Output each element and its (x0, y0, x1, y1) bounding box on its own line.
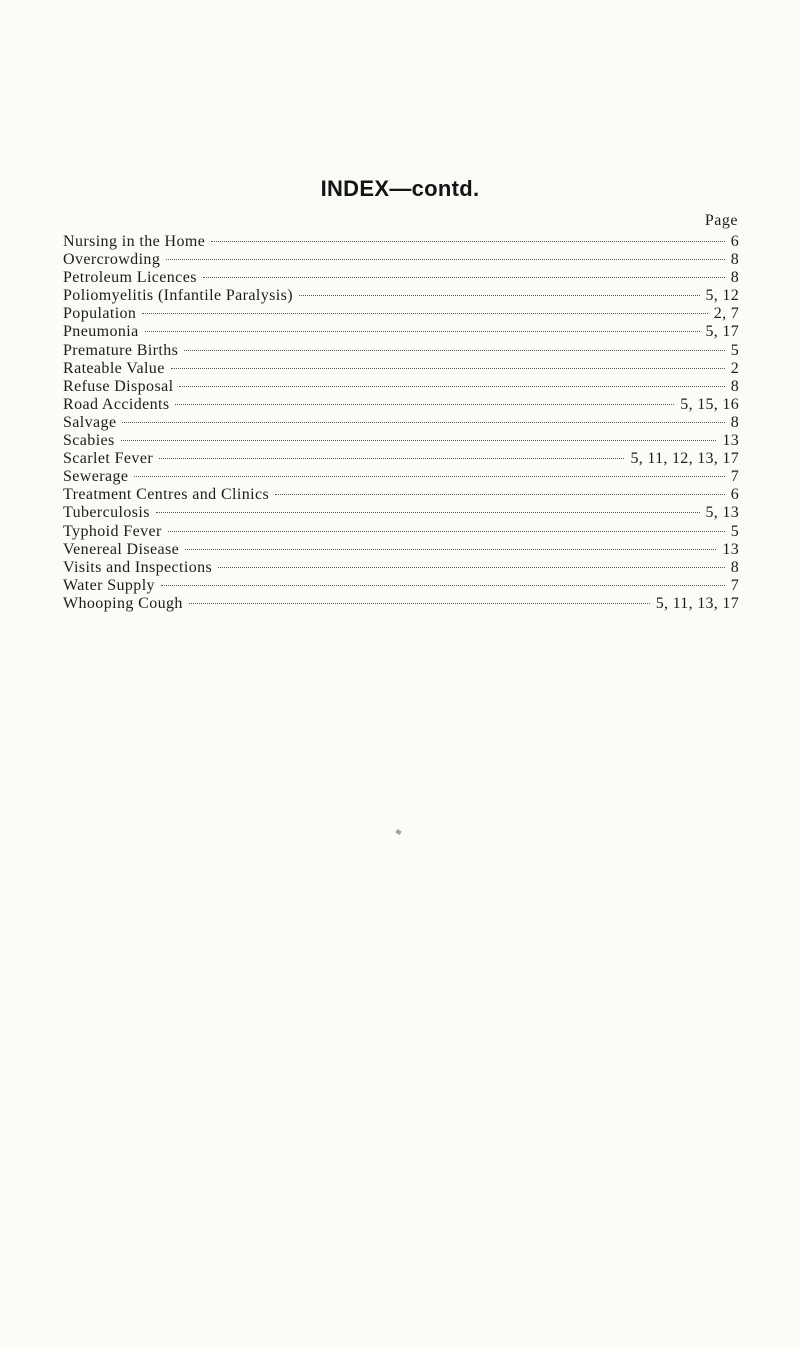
index-term: Scabies (63, 432, 115, 450)
page-numbers: 2, 7 (713, 305, 739, 323)
index-term: Typhoid Fever (63, 522, 162, 540)
dot-leader (175, 404, 674, 405)
index-entry (63, 342, 739, 360)
page-numbers: 13 (722, 432, 739, 450)
index-term: Visits and Inspections (63, 558, 213, 576)
page-numbers: 8 (730, 251, 739, 269)
index-entry (63, 233, 739, 251)
page-numbers: 8 (730, 377, 739, 395)
dot-leader (211, 241, 724, 242)
page-numbers: 8 (730, 413, 739, 431)
page-numbers: 5, 11, 13, 17 (655, 594, 739, 612)
index-term: Venereal Disease (63, 540, 180, 558)
dot-leader (142, 313, 707, 314)
page-numbers: 13 (722, 540, 739, 558)
page-numbers: 5, 15, 16 (680, 395, 739, 413)
dot-leader (203, 277, 725, 278)
index-term: Overcrowding (63, 251, 161, 269)
page-column-label: Page (704, 212, 738, 229)
dot-leader (156, 512, 700, 513)
page-title: INDEX—contd. (320, 176, 480, 201)
index-term: Treatment Centres and Clinics (63, 486, 270, 504)
dot-leader (275, 494, 725, 495)
index-entry (63, 287, 739, 305)
dot-leader (122, 422, 724, 423)
page-numbers: 6 (730, 486, 739, 504)
index-term: Rateable Value (63, 359, 165, 377)
index-term: Salvage (63, 413, 117, 431)
index-term: Nursing in the Home (63, 233, 206, 250)
index-term: Population (63, 305, 137, 323)
dot-leader (179, 386, 724, 387)
index-entry (63, 269, 739, 287)
index-entry (63, 251, 739, 269)
index-term: Poliomyelitis (Infantile Paralysis) (63, 287, 293, 305)
page-numbers: 5, 12 (705, 287, 739, 305)
index-entry (63, 396, 739, 414)
index-entry (63, 323, 739, 341)
index-entry (63, 432, 739, 450)
index-entry (63, 504, 739, 522)
page-numbers: 5, 11, 12, 13, 17 (630, 450, 739, 468)
dot-leader (171, 368, 725, 369)
dot-leader (218, 567, 725, 568)
dot-leader (121, 440, 717, 441)
dot-leader (145, 331, 700, 332)
page-numbers: 8 (730, 269, 739, 287)
dot-leader (166, 259, 724, 260)
index-entry (63, 577, 739, 595)
dot-leader (168, 531, 725, 532)
index-list (63, 233, 739, 613)
page-numbers: 7 (730, 468, 739, 486)
page-numbers: 5 (730, 522, 739, 540)
page-numbers: 5, 17 (705, 323, 739, 341)
dot-leader (134, 476, 724, 477)
dot-leader (184, 350, 724, 351)
index-entry (63, 414, 739, 432)
dot-leader (185, 549, 716, 550)
index-entry (63, 468, 739, 486)
index-entry (63, 360, 739, 378)
dot-leader (299, 295, 700, 296)
index-entry (63, 378, 739, 396)
index-term: Petroleum Licences (63, 269, 197, 287)
index-term: Water Supply (63, 576, 155, 594)
paper-speck (395, 829, 401, 835)
page-numbers: 5, 13 (705, 504, 739, 522)
index-term: Whooping Cough (63, 594, 183, 612)
index-term: Premature Births (63, 341, 179, 359)
index-term: Sewerage (63, 468, 129, 486)
index-term: Tuberculosis (63, 504, 150, 522)
index-term: Scarlet Fever (63, 450, 154, 468)
index-entry (63, 486, 739, 504)
page-numbers: 5 (730, 341, 739, 359)
page-numbers: 2 (730, 359, 739, 377)
dot-leader (159, 458, 624, 459)
index-entry (63, 559, 739, 577)
index-term: Pneumonia (63, 323, 139, 341)
index-entry (63, 305, 739, 323)
index-entry (63, 450, 739, 468)
index-entry (63, 595, 739, 613)
dot-leader (189, 603, 650, 604)
page-numbers: 7 (730, 576, 739, 594)
dot-leader (161, 585, 725, 586)
index-term: Road Accidents (63, 395, 170, 413)
page-numbers: 6 (730, 233, 739, 250)
index-term: Refuse Disposal (63, 377, 174, 395)
index-entry (63, 523, 739, 541)
index-entry (63, 541, 739, 559)
page-numbers: 8 (730, 558, 739, 576)
